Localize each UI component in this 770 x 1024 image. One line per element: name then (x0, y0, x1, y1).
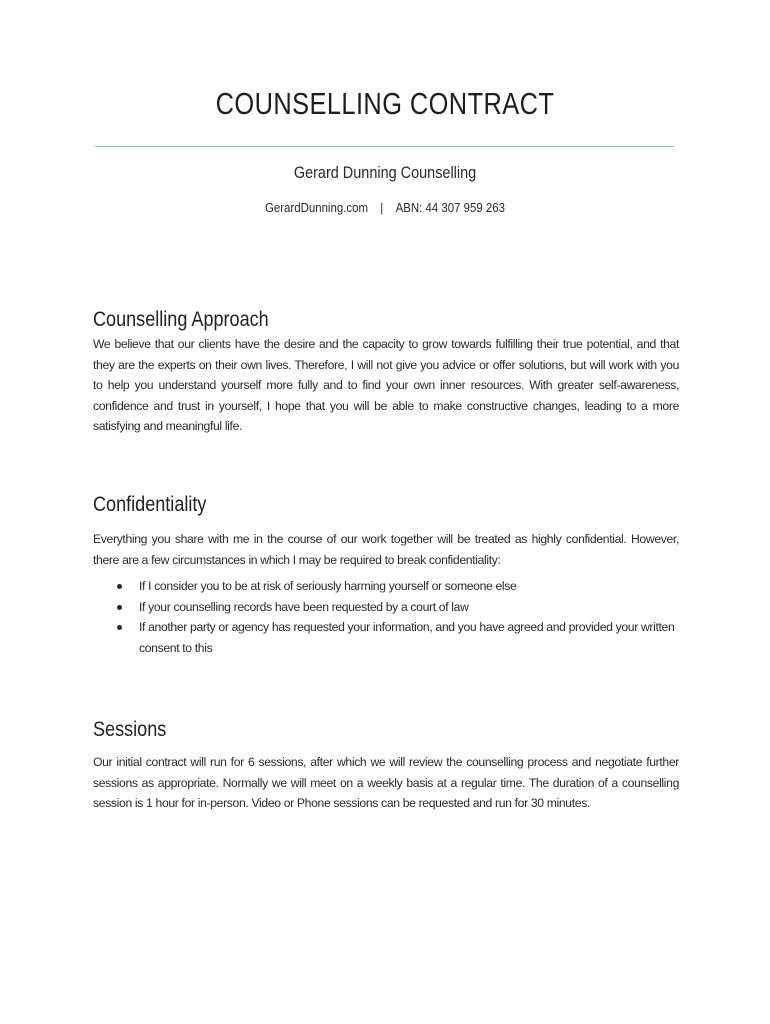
section-approach (93, 308, 679, 437)
confidentiality-list (93, 576, 679, 658)
contact-line (46, 200, 724, 215)
section-heading-sessions: Sessions (93, 718, 167, 741)
document-title: COUNSELLING CONTRACT (215, 86, 555, 121)
section-heading-confidentiality: Confidentiality (93, 493, 207, 516)
practice-name: Gerard Dunning Counselling (293, 163, 477, 182)
list-item: If I consider you to be at risk of seriously harming yourself or someone else (139, 576, 679, 597)
section-heading-approach: Counselling Approach (93, 308, 269, 331)
website-text: GerardDunning.com (264, 200, 368, 215)
abn-text: ABN: 44 307 959 263 (395, 200, 506, 215)
section-body-confidentiality: Everything you share with me in the course of our work together will be treated as highly confidential. However, there are a few circumstances in which I may be required to break confidentiality: (93, 532, 679, 567)
contact-separator: | (380, 200, 384, 215)
section-body-sessions: Our initial contract will run for 6 sessions, after which we will review the counselling process and negotiate further sessions as appropriate. Normally we will meet on a weekly basis at a regular time. The duration of a counselling session is 1 hour for in-person. Video or Phone sessions can be requested and run for 30 minutes. (93, 755, 679, 810)
section-confidentiality (93, 493, 679, 658)
section-body-approach: We believe that our clients have the desire and the capacity to grow towards fulfilling their true potential, and that they are the experts on their own lives. Therefore, I will not give you advice or offer solutions, but will work with you to help you understand yourself more fully and to find your own inner resources. With greater self-awareness, confidence and trust in yourself, I hope that you will be able to make constructive changes, leading to a more satisfying and meaningful life. (93, 337, 679, 433)
list-item: If another party or agency has requested your information, and you have agreed and provided your written consent to this (139, 617, 679, 658)
title-divider (95, 146, 674, 147)
list-item: If your counselling records have been requested by a court of law (139, 597, 679, 618)
section-sessions (93, 718, 679, 814)
